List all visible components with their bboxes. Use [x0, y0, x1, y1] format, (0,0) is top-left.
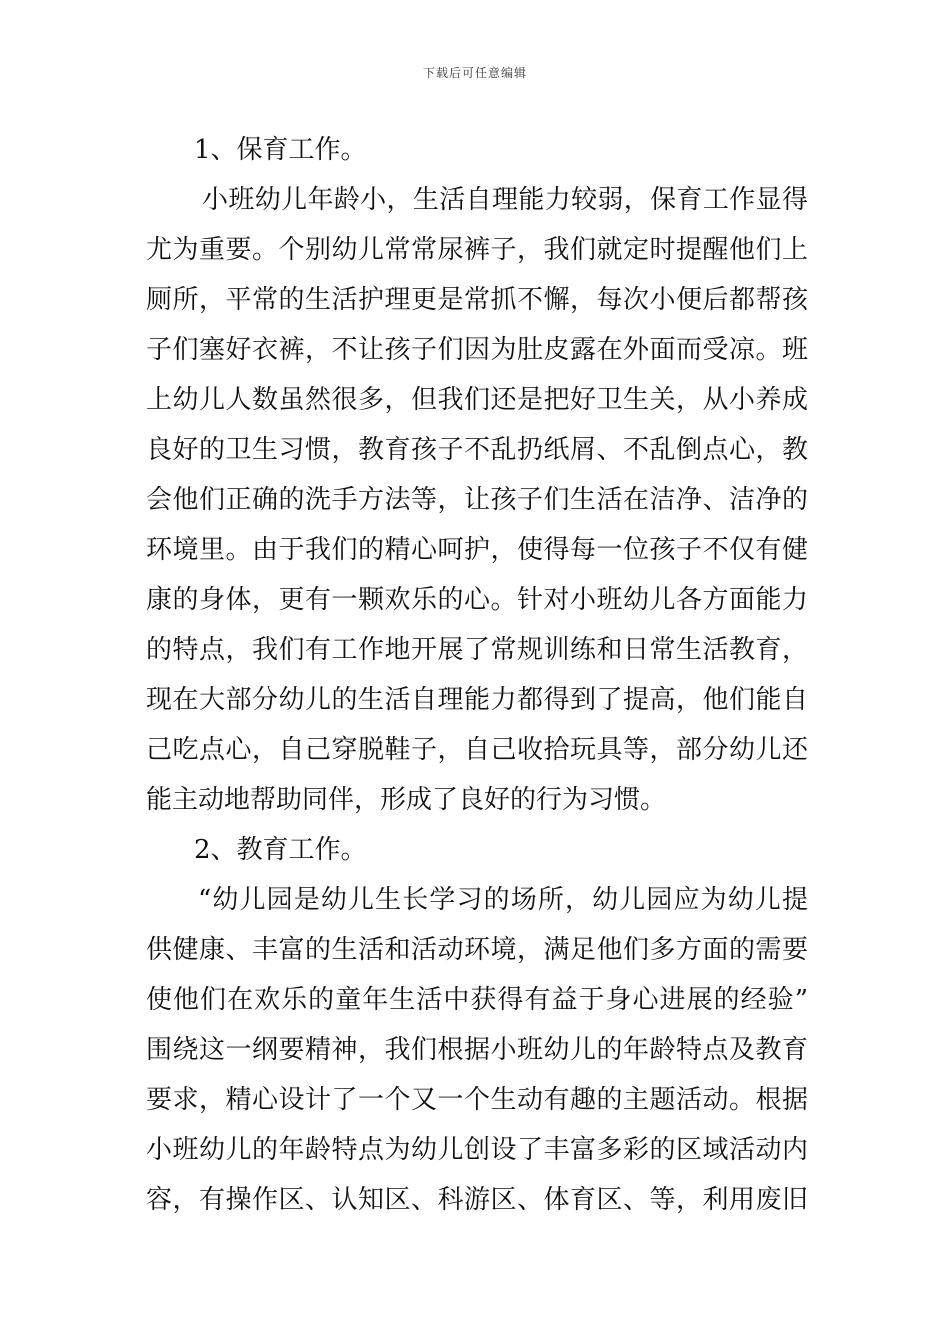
text-line: 要求，精心设计了一个又一个生动有趣的主题活动。根据 — [146, 1085, 808, 1115]
text-line: 现在大部分幼儿的生活自理能力都得到了提高，他们能自 — [146, 685, 808, 715]
text-line: 围绕这一纲要精神，我们根据小班幼儿的年龄特点及教育 — [146, 1035, 808, 1065]
text-line: 容，有操作区、认知区、科游区、体育区、等，利用废旧 — [146, 1185, 808, 1215]
text-line: 会他们正确的洗手方法等，让孩子们生活在洁净、洁净的 — [146, 485, 808, 515]
text-line: 良好的卫生习惯，教育孩子不乱扔纸屑、不乱倒点心，教 — [146, 435, 808, 465]
text-line: 小班幼儿的年龄特点为幼儿创设了丰富多彩的区域活动内 — [146, 1135, 808, 1165]
text-line: “幼儿园是幼儿生长学习的场所，幼儿园应为幼儿提 — [198, 885, 808, 915]
text-line: 2、教育工作。 — [194, 835, 367, 865]
text-line: 1、保育工作。 — [194, 135, 367, 165]
text-line: 供健康、丰富的生活和活动环境，满足他们多方面的需要 — [146, 935, 808, 965]
text-line: 环境里。由于我们的精心呵护，使得每一位孩子不仅有健 — [146, 535, 808, 565]
text-line: 小班幼儿年龄小，生活自理能力较弱，保育工作显得 — [202, 185, 808, 215]
text-line: 尤为重要。个别幼儿常常尿裤子，我们就定时提醒他们上 — [146, 235, 808, 265]
text-line: 康的身体，更有一颗欢乐的心。针对小班幼儿各方面能力 — [146, 585, 808, 615]
text-line: 使他们在欢乐的童年生活中获得有益于身心进展的经验” — [146, 985, 808, 1015]
text-line: 上幼儿人数虽然很多，但我们还是把好卫生关，从小养成 — [146, 385, 808, 415]
text-line: 己吃点心，自己穿脱鞋子，自己收拾玩具等，部分幼儿还 — [146, 735, 808, 765]
text-line: 的特点，我们有工作地开展了常规训练和日常生活教育， — [146, 635, 808, 665]
text-line: 能主动地帮助同伴，形成了良好的行为习惯。 — [146, 785, 667, 815]
text-line: 子们塞好衣裤，不让孩子们因为肚皮露在外面而受凉。班 — [146, 335, 808, 365]
text-line: 厕所，平常的生活护理更是常抓不懈，每次小便后都帮孩 — [146, 285, 808, 315]
page-header: 下载后可任意编辑 — [422, 66, 527, 80]
